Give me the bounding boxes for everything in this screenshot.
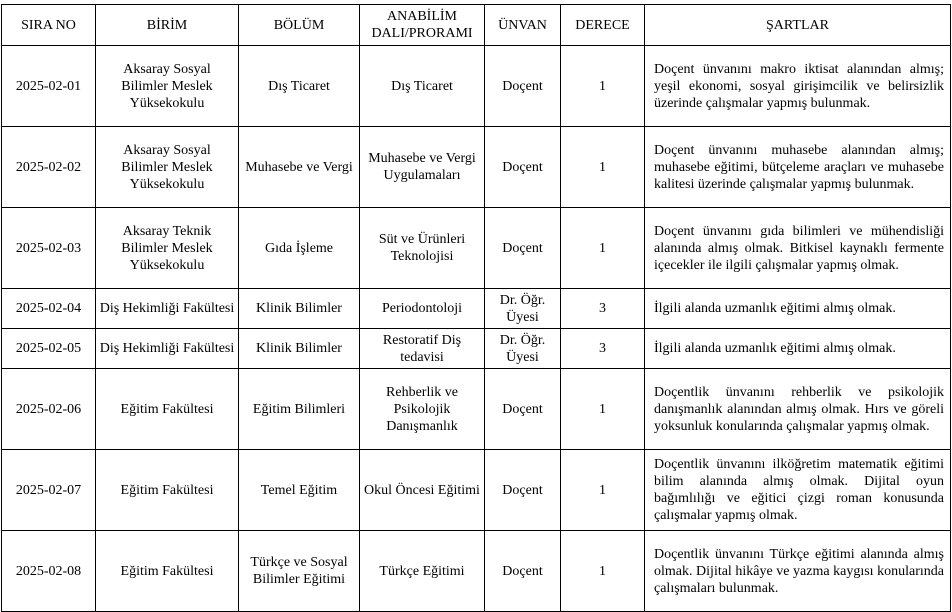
cell-birim: Aksaray Teknik Bilimler Meslek Yüksekokulu: [96, 208, 239, 289]
cell-birim: Diş Hekimliği Fakültesi: [96, 289, 239, 329]
cell-sartlar: Doçentlik ünvanını rehberlik ve psikolojik danışmanlık alanından almış olmak. Hırs ve göreli yoksunluk konularında çalışmalar yapmış olmak.: [645, 369, 951, 450]
cell-derece: 3: [561, 289, 645, 329]
cell-derece: 1: [561, 369, 645, 450]
cell-sira-no: 2025-02-04: [2, 289, 96, 329]
cell-birim: Eğitim Fakültesi: [96, 450, 239, 531]
positions-table: [1, 4, 951, 612]
cell-unvan: Dr. Öğr. Üyesi: [485, 329, 561, 369]
cell-bolum: Dış Ticaret: [239, 46, 360, 127]
cell-bolum: Klinik Bilimler: [239, 329, 360, 369]
cell-birim: Aksaray Sosyal Bilimler Meslek Yüksekokulu: [96, 46, 239, 127]
cell-unvan: Doçent: [485, 369, 561, 450]
cell-bolum: Klinik Bilimler: [239, 289, 360, 329]
cell-anabilim: Rehberlik ve Psikolojik Danışmanlık: [360, 369, 485, 450]
cell-anabilim: Restoratif Diş tedavisi: [360, 329, 485, 369]
table-row: [2, 329, 951, 369]
header-anabilim-line1: ANABİLİM: [387, 9, 457, 24]
header-derece: DERECE: [561, 5, 645, 46]
header-sartlar: ŞARTLAR: [645, 5, 951, 46]
cell-sartlar: Doçent ünvanını makro iktisat alanından almış; yeşil ekonomi, sosyal girişimcilik ve belirsizlik üzerinde çalışmalar yapmış bulunmak.: [645, 46, 951, 127]
cell-sira-no: 2025-02-08: [2, 531, 96, 612]
header-unvan: ÜNVAN: [485, 5, 561, 46]
cell-birim: Diş Hekimliği Fakültesi: [96, 329, 239, 369]
header-anabilim: [360, 5, 485, 46]
table-row: [2, 46, 951, 127]
cell-derece: 1: [561, 127, 645, 208]
header-sira-no: SIRA NO: [2, 5, 96, 46]
table-row: [2, 369, 951, 450]
cell-sartlar: İlgili alanda uzmanlık eğitimi almış olmak.: [645, 329, 951, 369]
cell-unvan: Doçent: [485, 46, 561, 127]
cell-derece: 1: [561, 531, 645, 612]
cell-birim: Eğitim Fakültesi: [96, 369, 239, 450]
table-row: [2, 289, 951, 329]
cell-unvan: Doçent: [485, 127, 561, 208]
cell-birim: Eğitim Fakültesi: [96, 531, 239, 612]
header-bolum: BÖLÜM: [239, 5, 360, 46]
cell-sartlar: İlgili alanda uzmanlık eğitimi almış olmak.: [645, 289, 951, 329]
cell-anabilim: Muhasebe ve Vergi Uygulamaları: [360, 127, 485, 208]
cell-sira-no: 2025-02-07: [2, 450, 96, 531]
cell-sira-no: 2025-02-03: [2, 208, 96, 289]
table-row: [2, 531, 951, 612]
table-header: [2, 5, 951, 46]
cell-unvan: Dr. Öğr. Üyesi: [485, 289, 561, 329]
table-row: [2, 450, 951, 531]
cell-sartlar: Doçentlik ünvanını ilköğretim matematik eğitimi bilim alanında almış olmak. Dijital oyun bağımlılığı ve eğitici çizgi roman konusunda çalışmalar yapmış olmak.: [645, 450, 951, 531]
cell-sartlar: Doçentlik ünvanını Türkçe eğitimi alanında almış olmak. Dijital hikâye ve yazma kaygısı konularında çalışmaları bulunmak.: [645, 531, 951, 612]
cell-derece: 1: [561, 208, 645, 289]
cell-sartlar: Doçent ünvanını muhasebe alanından almış; muhasebe eğitimi, bütçeleme araçları ve muhasebe kalitesi üzerinde çalışmalar yapmış bulunmak.: [645, 127, 951, 208]
cell-derece: 1: [561, 46, 645, 127]
cell-sartlar: Doçent ünvanını gıda bilimleri ve mühendisliği alanında almış olmak. Bitkisel kaynaklı fermente içecekler ile ilgili çalışmalar yapmış olmak.: [645, 208, 951, 289]
cell-anabilim: Türkçe Eğitimi: [360, 531, 485, 612]
cell-derece: 3: [561, 329, 645, 369]
header-anabilim-line2: DALI/PRORAMI: [371, 26, 473, 41]
cell-sira-no: 2025-02-06: [2, 369, 96, 450]
cell-bolum: Türkçe ve Sosyal Bilimler Eğitimi: [239, 531, 360, 612]
cell-unvan: Doçent: [485, 208, 561, 289]
table-row: [2, 127, 951, 208]
cell-bolum: Gıda İşleme: [239, 208, 360, 289]
cell-derece: 1: [561, 450, 645, 531]
cell-unvan: Doçent: [485, 531, 561, 612]
cell-anabilim: Periodontoloji: [360, 289, 485, 329]
cell-anabilim: Dış Ticaret: [360, 46, 485, 127]
header-row: [2, 5, 951, 46]
cell-sira-no: 2025-02-05: [2, 329, 96, 369]
cell-bolum: Temel Eğitim: [239, 450, 360, 531]
cell-bolum: Muhasebe ve Vergi: [239, 127, 360, 208]
table-body: [2, 46, 951, 612]
cell-sira-no: 2025-02-02: [2, 127, 96, 208]
cell-anabilim: Okul Öncesi Eğitimi: [360, 450, 485, 531]
cell-bolum: Eğitim Bilimleri: [239, 369, 360, 450]
header-birim: BİRİM: [96, 5, 239, 46]
cell-sira-no: 2025-02-01: [2, 46, 96, 127]
table-row: [2, 208, 951, 289]
cell-unvan: Doçent: [485, 450, 561, 531]
cell-birim: Aksaray Sosyal Bilimler Meslek Yüksekokulu: [96, 127, 239, 208]
cell-anabilim: Süt ve Ürünleri Teknolojisi: [360, 208, 485, 289]
